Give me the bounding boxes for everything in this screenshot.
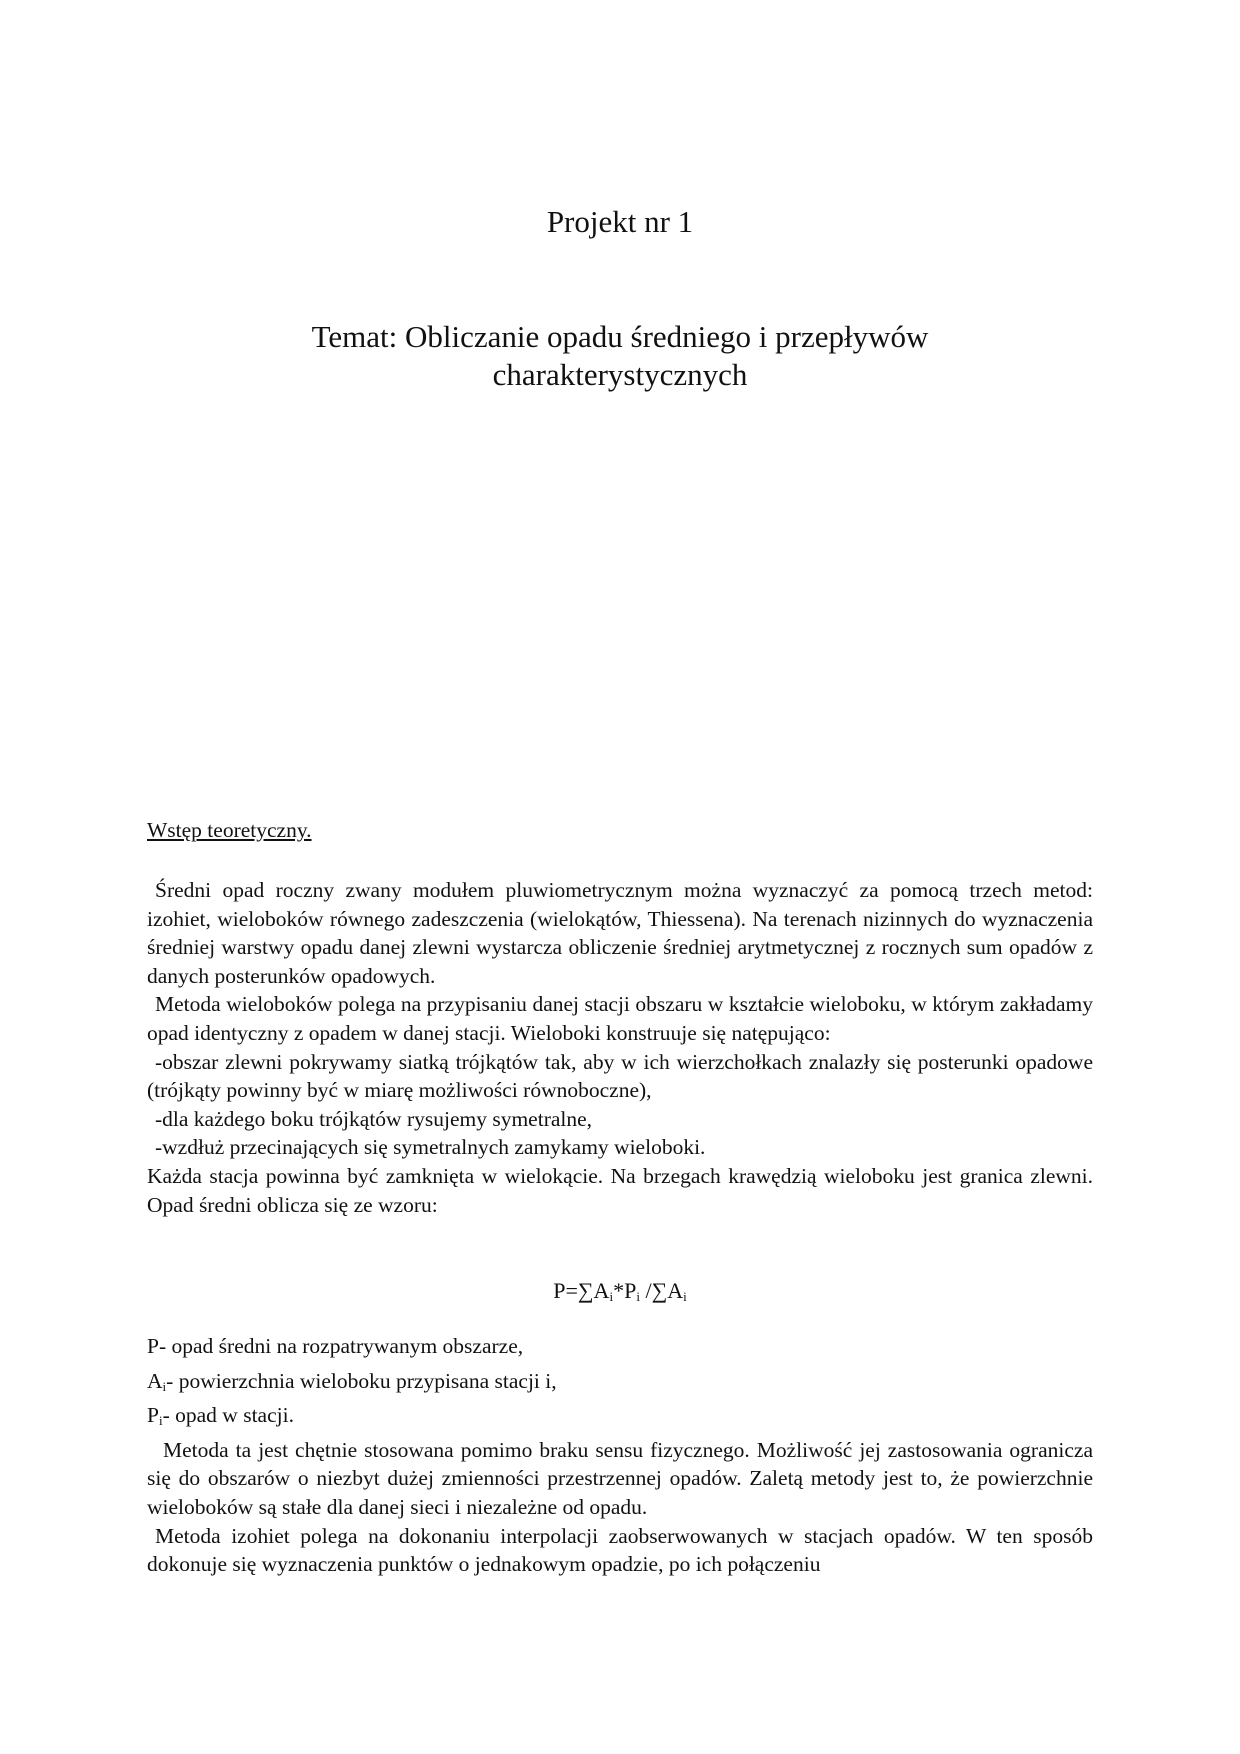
list-item: -wzdłuż przecinających się symetralnych zamykamy wieloboki. <box>155 1135 706 1160</box>
list-item: -dla każdego boku trójkątów rysujemy symetralne, <box>155 1106 593 1131</box>
paragraph: Metoda wieloboków polega na przypisaniu danej stacji obszaru w kształcie wieloboku, w którym zakładamy opad identyczny z opadem w danej stacji. Wieloboki konstruuje się natępująco: <box>147 992 1093 1045</box>
topic-line-2: charakterystycznych <box>492 357 748 392</box>
paragraph: Metoda izohiet polega na dokonaniu interpolacji zaobserwowanych w stacjach opadów. W ten sposób dokonuje się wyznaczenia punktów o jednakowym opadzie, po ich połączeniu <box>147 1523 1093 1577</box>
definition-item: $A_i-$ powierzchnia wieloboku przypisana stacji i, <box>147 1368 557 1394</box>
definition-item: $P_i-$ opad w stacji. <box>147 1403 294 1429</box>
intro-body <box>147 876 1093 1219</box>
paragraph: Każda stacja powinna być zamknięta w wielokącie. Na brzegach krawędzią wieloboku jest granica zlewni. Opad średni oblicza się ze wzoru: <box>147 1163 1093 1217</box>
paragraph: Metoda ta jest chętnie stosowana pomimo braku sensu fizycznego. Możliwość jej zastosowania ogranicza się do obszarów o niezbyt dużej zmienności przestrzennej opadów. Zaletą metody jest to, że powierzchnie wieloboków są stałe dla danej sieci i niezależne od opadu. <box>147 1437 1093 1519</box>
document-title: Projekt nr 1 <box>546 204 694 239</box>
section-heading: Wstęp teoretyczny. <box>147 818 312 842</box>
definition-item: P- opad średni na rozpatrywanym obszarze, <box>147 1334 524 1358</box>
document-topic <box>0 318 1240 394</box>
topic-line-1: Temat: Obliczanie opadu średniego i przepływów <box>311 319 929 354</box>
formula-definitions <box>147 1332 1093 1579</box>
paragraph: Średni opad roczny zwany modułem pluwiometrycznym można wyznaczyć za pomocą trzech metod: izohiet, wieloboków równego zadeszczenia (wielokątów, Thiessena). Na terenach nizinnych do wyznaczenia średniej warstwy opadu danej zlewni wystarcza obliczenie średniej arytmetycznej z rocznych sum opadów z danych posterunków opadowych. <box>147 878 1093 988</box>
list-item: -obszar zlewni pokrywamy siatką trójkątów tak, aby w ich wierzchołkach znalazły się posterunki opadowe (trójkąty powinny być w miarę możliwości równoboczne), <box>147 1049 1093 1103</box>
formula: $P=\sum A_i*P_i$ $/\sum A_i$ <box>553 1278 687 1304</box>
